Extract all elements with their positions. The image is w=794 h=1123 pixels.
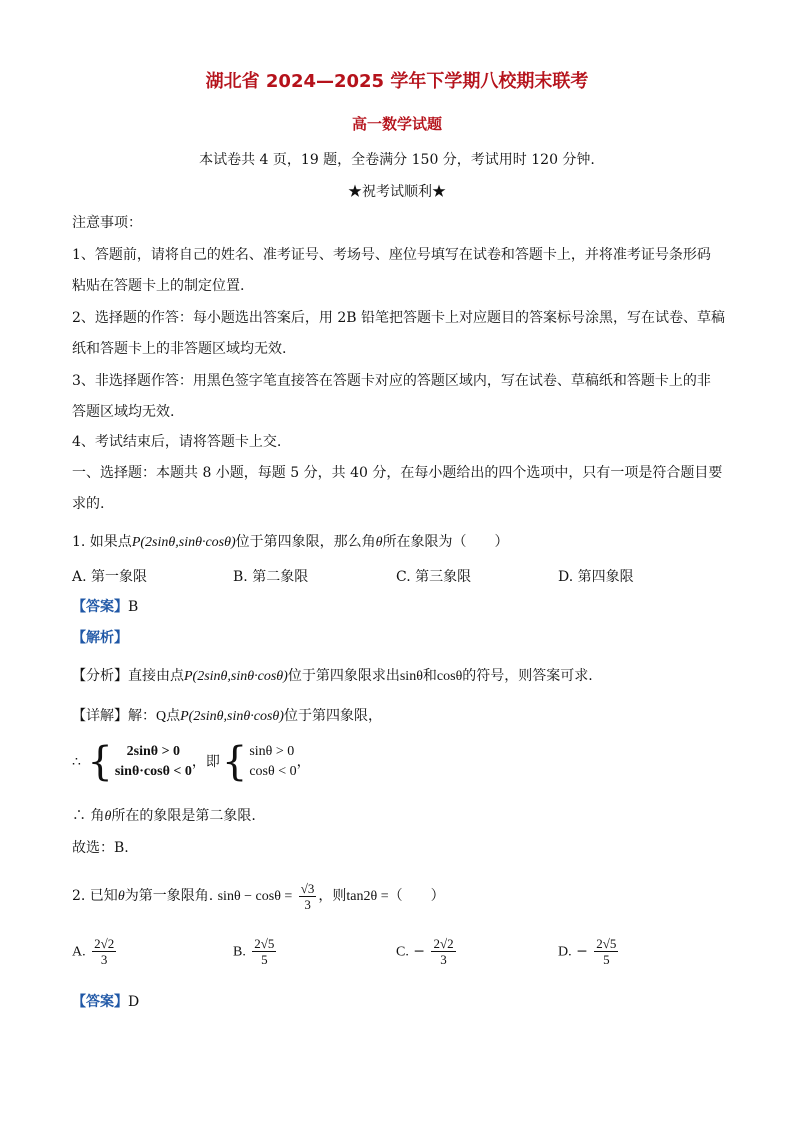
option-sign: − — [576, 943, 588, 960]
ji-text: ，即 — [191, 754, 220, 770]
note-line-2: 粘贴在答题卡上的制定位置. — [72, 278, 245, 294]
answer-tag: 【答案】 — [72, 994, 128, 1010]
xiangjie-text-a: 解： — [128, 708, 156, 724]
q2-options — [72, 936, 722, 976]
comma: ， — [296, 754, 311, 770]
note-line-7: 4、考试结束后，请将答题卡上交. — [72, 434, 282, 450]
section-heading-cont: 求的. — [72, 496, 105, 512]
q2-answer-value: D — [128, 994, 140, 1010]
conclusion-a: ∴ 角 — [72, 808, 105, 824]
q2-mid: 为第一象限角. — [124, 888, 214, 904]
xiangjie-text-b: 点 — [166, 708, 181, 724]
question-2 — [72, 876, 445, 917]
note-line-4: 纸和答题卡上的非答题区域均无效. — [72, 341, 287, 357]
q1-option-a: A. 第一象限 — [72, 569, 148, 585]
xiangjie-tag: 【详解】 — [72, 708, 128, 724]
fenxi-point: P(2sinθ,sinθ·cosθ) — [184, 669, 288, 684]
option-fraction — [92, 936, 116, 967]
q2-expr: sinθ − cosθ = — [217, 889, 293, 904]
option-den: 3 — [100, 952, 108, 967]
notes-heading: 注意事项： — [72, 215, 142, 231]
exam-info: 本试卷共 4 页，19 题，全卷满分 150 分，考试用时 120 分钟. — [199, 152, 595, 168]
q1-prefix: 1. 如果点 — [72, 534, 132, 550]
option-den: 5 — [603, 952, 610, 967]
exam-wish: ★祝考试顺利★ — [348, 184, 446, 200]
conclusion-b: 所在的象限是第二象限. — [111, 808, 256, 824]
option-fraction — [594, 936, 618, 967]
option-label: D. — [558, 944, 572, 960]
q1-option-c: C. 第三象限 — [396, 569, 472, 585]
q1-answer-value: B — [128, 599, 139, 615]
option-num: 2√5 — [596, 936, 617, 951]
option-num: 2√2 — [94, 936, 115, 951]
exam-title: 湖北省 2024—2025 学年下学期八校期末联考 — [205, 71, 589, 92]
exam-subtitle: 高一数学试题 — [351, 115, 442, 133]
q1-conclusion — [72, 806, 256, 827]
q2-frac-den: 3 — [304, 896, 311, 912]
q1-xiangjie — [72, 706, 382, 727]
q1-option-d: D. 第四象限 — [558, 569, 634, 585]
fenxi-text-c: 的符号，则答案可求. — [462, 668, 593, 684]
q1-suffix: 所在象限为（ ） — [382, 534, 509, 550]
q2-fraction — [299, 881, 317, 912]
q1-analysis-tag: 【解析】 — [72, 630, 128, 646]
option-den: 5 — [261, 952, 268, 967]
q2-option-d — [558, 936, 620, 967]
fenxi-text-a: 直接由点 — [128, 668, 184, 684]
q1-mid: 位于第四象限，那么角 — [235, 534, 376, 550]
left-brace: { — [221, 739, 248, 785]
q1-fenxi — [72, 666, 593, 687]
system1-line-1: 2sinθ > 0 — [126, 744, 181, 759]
xiangjie-point: P(2sinθ,sinθ·cosθ) — [180, 709, 284, 724]
left-brace: { — [87, 739, 113, 785]
q2-theta: θ — [117, 889, 125, 904]
option-fraction — [431, 936, 455, 967]
system1-line-2: sinθ·cosθ < 0 — [114, 764, 192, 779]
option-sign: − — [413, 943, 426, 960]
section-heading: 一、选择题：本题共 8 小题，每题 5 分，共 40 分，在每小题给出的四个选项中，只有一项是符合题目要 — [72, 465, 723, 481]
q2-answer — [72, 992, 139, 1012]
option-den: 3 — [440, 952, 447, 967]
q1-theta: θ — [375, 535, 383, 550]
q1-choose: 故选：B. — [72, 840, 129, 856]
inequality-system-2 — [220, 739, 297, 785]
system2-line-1: sinθ > 0 — [249, 744, 295, 759]
q2-tan: tan2θ = — [346, 889, 389, 904]
q1-option-b: B. 第二象限 — [233, 569, 309, 585]
option-num: 2√2 — [433, 936, 454, 951]
option-label: C. — [396, 944, 409, 960]
q2-paren: （ ） — [388, 888, 445, 904]
note-line-5: 3、非选择题作答：用黑色签字笔直接答在答题卡对应的答题区域内，写在试卷、草稿纸和答题卡上的非 — [72, 373, 711, 389]
note-line-1: 1、答题前，请将自己的姓名、准考证号、考场号、座位号填写在试卷和答题卡上，并将准考证号条形码 — [72, 247, 711, 263]
conclusion-theta: θ — [104, 809, 112, 824]
q2-prefix: 2. 已知 — [72, 888, 118, 904]
q1-system — [72, 739, 311, 785]
inequality-system-1 — [85, 739, 192, 785]
because-symbol: Q — [156, 709, 167, 724]
option-fraction — [252, 936, 276, 967]
q2-option-a — [72, 936, 118, 967]
fenxi-sin: sinθ — [399, 669, 423, 684]
therefore-symbol: ∴ — [72, 755, 81, 770]
option-num: 2√5 — [254, 936, 275, 951]
xiangjie-text-c: 位于第四象限， — [283, 708, 382, 724]
q1-answer — [72, 597, 138, 617]
system2-line-2: cosθ < 0 — [249, 764, 297, 779]
note-line-3: 2、选择题的作答：每小题选出答案后，用 2B 铅笔把答题卡上对应题目的答案标号涂黑，写在试卷、草稿 — [72, 310, 726, 326]
fenxi-cos: cosθ — [436, 669, 463, 684]
answer-tag: 【答案】 — [72, 599, 128, 615]
q2-option-c — [396, 936, 458, 967]
q1-point: P(2sinθ,sinθ·cosθ) — [131, 535, 236, 550]
note-line-6: 答题区域均无效. — [72, 404, 175, 420]
q2-frac-num: √3 — [300, 880, 315, 896]
option-label: B. — [233, 944, 246, 960]
fenxi-and: 和 — [422, 668, 437, 684]
fenxi-tag: 【分析】 — [72, 668, 128, 684]
q2-then: ，则 — [318, 888, 347, 904]
question-1 — [72, 532, 509, 553]
option-label: A. — [72, 944, 86, 960]
q2-option-b — [233, 936, 278, 967]
fenxi-text-b: 位于第四象限求出 — [287, 668, 400, 684]
